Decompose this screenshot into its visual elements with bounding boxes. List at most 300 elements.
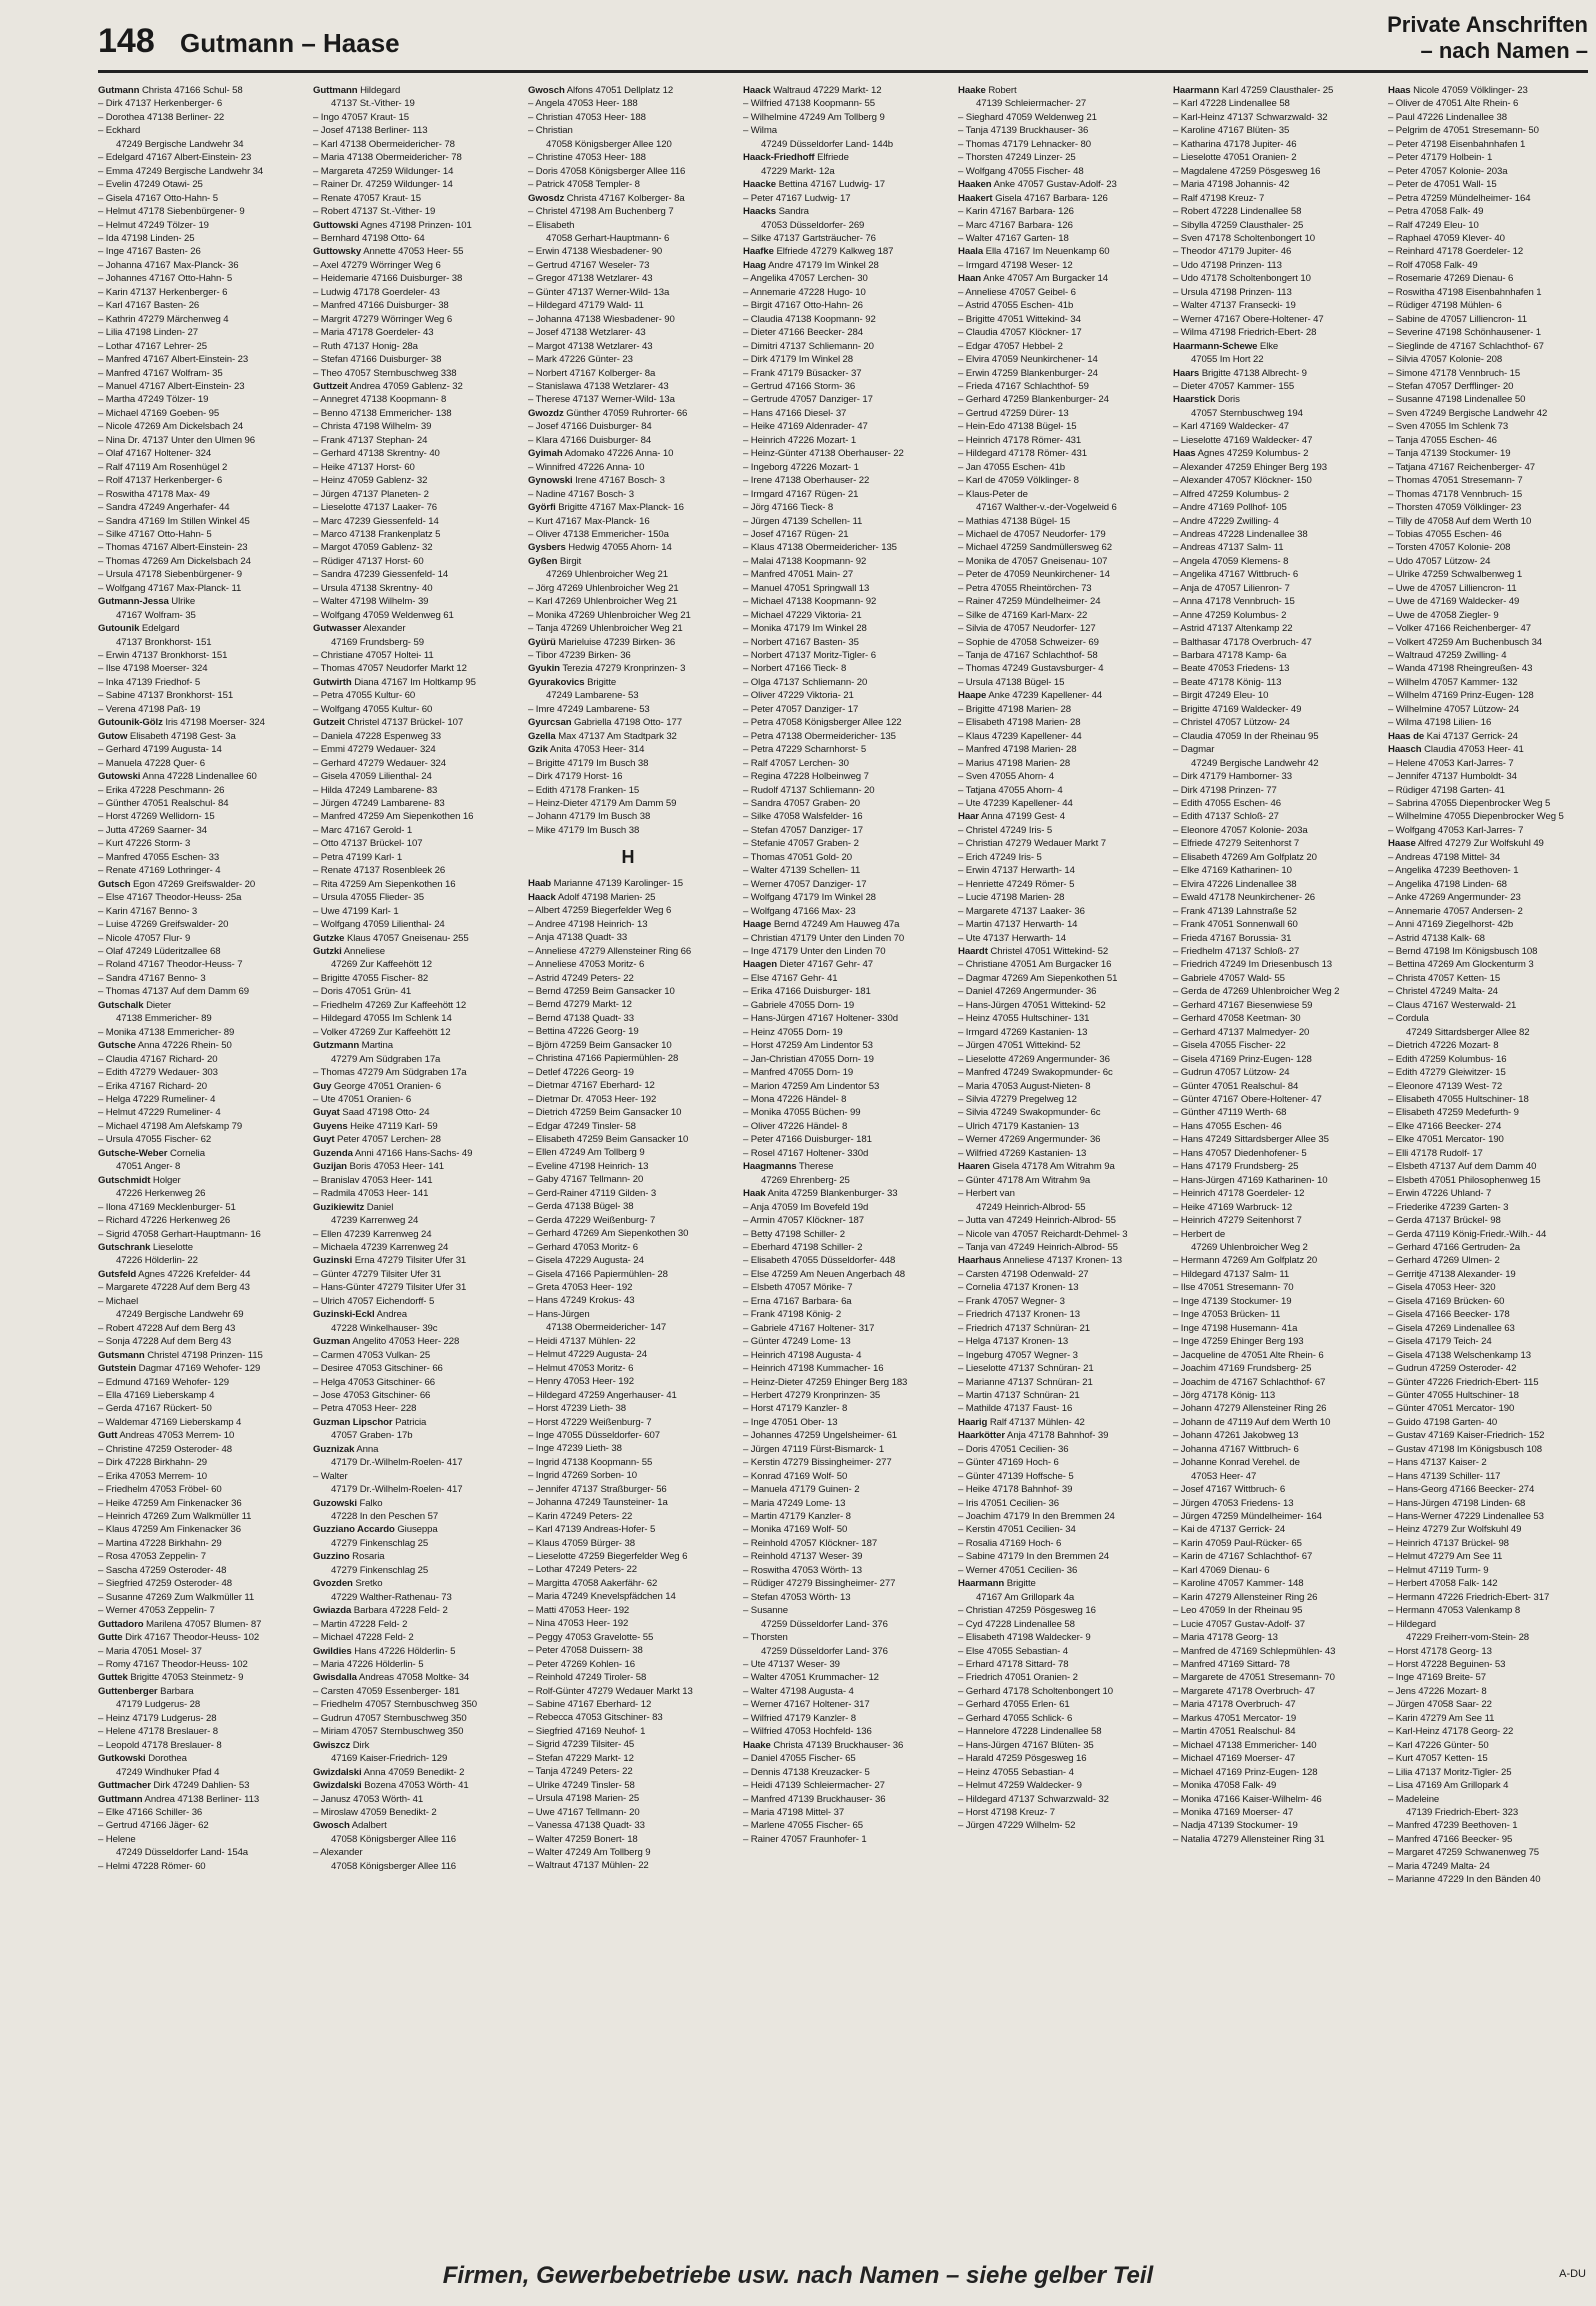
listing-entry: – Marlene 47055 Fischer- 65 <box>743 1820 863 1832</box>
listing-entry: Gwildies Hans 47226 Hölderlin- 5 <box>313 1645 456 1657</box>
listing-entry: – Bettina 47269 Am Glockenturm 3 <box>1388 959 1534 971</box>
listing-entry: – Monika 47166 Kaiser-Wilhelm- 46 <box>1173 1793 1322 1805</box>
listing-entry: – Cordula <box>1388 1013 1429 1025</box>
listing-entry: – Heinz 47279 Zur Wolfskuhl 49 <box>1388 1524 1522 1536</box>
listing-entry: – Rüdiger 47279 Bissingheimer- 277 <box>743 1578 896 1590</box>
listing-entry: – Wolfgang 47053 Karl-Jarres- 7 <box>1388 824 1524 836</box>
listing-entry: – Emmi 47279 Wedauer- 324 <box>313 744 436 756</box>
listing-entry: – Susanne 47269 Zum Walkmüller 11 <box>98 1591 255 1603</box>
listing-entry: – Gerhard 47167 Biesenwiese 59 <box>1173 999 1313 1011</box>
listing-entry: – Inge 47259 Ehinger Berg 193 <box>1173 1336 1304 1348</box>
listing-entry: – Joachim 47169 Frundsberg- 25 <box>1173 1363 1312 1375</box>
listing-entry: 47229 Markt- 12a <box>761 165 835 177</box>
listing-entry: 47226 Hölderlin- 22 <box>116 1255 198 1267</box>
listing-entry: – Rainer Dr. 47259 Wildunger- 14 <box>313 179 453 191</box>
listing-entry: – Wilhelmine 47055 Diepenbrocker Weg 5 <box>1388 811 1564 823</box>
listing-entry: Gutow Elisabeth 47198 Gest- 3a <box>98 730 236 742</box>
entry-surname: Haarhaus <box>958 1255 1001 1267</box>
listing-entry: – Horst 47239 Lieth- 38 <box>528 1403 626 1415</box>
listing-entry: – Rolf 47058 Falk- 49 <box>1388 259 1478 271</box>
listing-entry: – Jennifer 47137 Straßburger- 56 <box>528 1483 667 1495</box>
listing-entry: – Rudolf 47137 Schliemann- 20 <box>743 784 875 796</box>
listing-entry: – Winnifred 47226 Anna- 10 <box>528 461 645 473</box>
listing-entry: – Martin 47228 Feld- 2 <box>313 1618 408 1630</box>
listing-entry: – Ingrid 47138 Koopmann- 55 <box>528 1456 653 1468</box>
listing-entry: Gwozdz Günther 47059 Ruhrorter- 66 <box>528 407 688 419</box>
listing-entry: – Richard 47226 Herkenweg 26 <box>98 1215 231 1227</box>
listing-entry: – Maria 47178 Goerdeler- 43 <box>313 327 434 339</box>
listing-entry: – Gerritje 47138 Alexander- 19 <box>1388 1268 1516 1280</box>
listing-entry: – Helmut 47178 Siebenbürgener- 9 <box>98 206 245 218</box>
listing-entry: – Gerhard 47279 Wedauer- 324 <box>313 757 447 769</box>
listing-entry: Haarkötter Anja 47178 Bahnhof- 39 <box>958 1430 1109 1442</box>
listing-entry: – Christine 47259 Osteroder- 48 <box>98 1443 232 1455</box>
listing-entry: – Angela 47059 Klemens- 8 <box>1173 555 1289 567</box>
listing-entry: – Gisela 47053 Heer- 320 <box>1388 1282 1496 1294</box>
listing-entry: – Irmgard 47198 Weser- 12 <box>958 259 1073 271</box>
listing-entry: – Gertrud 47166 Jäger- 62 <box>98 1820 209 1832</box>
listing-entry: – Lisa 47169 Am Grillopark 4 <box>1388 1780 1509 1792</box>
listing-entry: – Johannes 47167 Otto-Hahn- 5 <box>98 273 233 285</box>
listing-entry: – Christa 47057 Ketten- 15 <box>1388 972 1501 984</box>
listing-entry: – Herbert 47279 Kronprinzen- 35 <box>743 1389 881 1401</box>
listing-entry: – Michael 47228 Feld- 2 <box>313 1632 414 1644</box>
listing-entry: Haarstick Doris <box>1173 394 1240 406</box>
listing-entry: – Kurt 47226 Storm- 3 <box>98 838 191 850</box>
entry-surname: Gwisdalla <box>313 1672 357 1684</box>
listing-entry: – Walter 47198 Wilhelm- 39 <box>313 596 429 608</box>
entry-surname: Gutschalk <box>98 999 144 1011</box>
listing-entry: – Imre 47249 Lambarene- 53 <box>528 703 650 715</box>
listing-entry: – Petra 47058 Falk- 49 <box>1388 206 1484 218</box>
listing-entry: – Gerhard 47138 Skrentny- 40 <box>313 448 440 460</box>
listing-entry: – Nadine 47167 Bosch- 3 <box>528 488 634 500</box>
listing-entry: – Günter 47051 Realschul- 84 <box>1173 1080 1299 1092</box>
listing-columns <box>98 84 1588 2196</box>
listing-entry: – Roland 47167 Theodor-Heuss- 7 <box>98 959 243 971</box>
listing-entry: – Beate 47053 Friedens- 13 <box>1173 663 1290 675</box>
listing-entry: – Heinrich 47137 Brückel- 98 <box>1388 1537 1509 1549</box>
listing-entry: – Erwin 47137 Bronkhorst- 151 <box>98 650 228 662</box>
listing-entry: – Sven 47249 Bergische Landwehr 42 <box>1388 407 1548 419</box>
listing-entry: – Edith 47259 Kolumbus- 16 <box>1388 1053 1507 1065</box>
listing-entry: Guznizak Anna <box>313 1443 379 1455</box>
listing-entry: – Janusz 47053 Wörth- 41 <box>313 1793 424 1805</box>
listing-entry: – Doris 47058 Königsberger Allee 116 <box>528 165 686 177</box>
listing-entry: – Mona 47226 Händel- 8 <box>743 1093 847 1105</box>
listing-entry: – Klaus 47059 Bürger- 38 <box>528 1537 635 1549</box>
listing-entry: – Bernd 47198 Im Königsbusch 108 <box>1388 946 1538 957</box>
listing-entry: – Brigitte 47169 Waldecker- 49 <box>1173 703 1302 715</box>
listing-entry: – Manfred de 47169 Schlepmühlen- 43 <box>1173 1645 1336 1657</box>
listing-entry: – Olaf 47167 Holtener- 324 <box>98 448 212 460</box>
listing-entry: – Dagmar <box>1173 744 1215 756</box>
listing-entry: – Anne 47259 Kolumbus- 2 <box>1173 609 1287 621</box>
listing-entry: – Karl-Heinz 47178 Georg- 22 <box>1388 1726 1514 1738</box>
listing-entry: – Thomas 47137 Auf dem Damm 69 <box>98 986 249 998</box>
listing-entry: – Petra 47053 Heer- 228 <box>313 1403 417 1415</box>
listing-entry: – Margot 47059 Gablenz- 32 <box>313 542 433 554</box>
listing-entry: Haacke Bettina 47167 Ludwig- 17 <box>743 179 885 191</box>
listing-entry: Gwizdalski Bozena 47053 Wörth- 41 <box>313 1780 469 1792</box>
listing-entry: – Anja 47138 Quadt- 33 <box>528 932 628 944</box>
listing-entry: – Ursula 47178 Siebenbürgener- 9 <box>98 569 243 581</box>
listing-entry: – Helmut 47053 Moritz- 6 <box>528 1362 634 1374</box>
listing-entry: – Sibylla 47259 Clausthaler- 25 <box>1173 219 1304 231</box>
entry-surname: Gwosdz <box>528 192 565 204</box>
listing-entry: – Norbert 47167 Kolberger- 8a <box>528 367 656 379</box>
entry-surname: Haage <box>743 919 772 931</box>
listing-entry: – Monika 47058 Falk- 49 <box>1173 1780 1277 1792</box>
listing-entry: – Beate 47178 König- 113 <box>1173 676 1282 688</box>
listing-entry: – Josef 47167 Wittbruch- 6 <box>1173 1484 1286 1496</box>
listing-entry: – Horst 47178 Georg- 13 <box>1388 1645 1492 1657</box>
entry-surname: Gzik <box>528 744 548 756</box>
listing-entry: Gutmann Christa 47166 Schul- 58 <box>98 85 243 96</box>
listing-entry: – Helmut 47119 Turm- 9 <box>1388 1564 1489 1576</box>
listing-entry: – Hans 47166 Diesel- 37 <box>743 407 847 419</box>
listing-entry: – Wolfgang 47167 Max-Planck- 11 <box>98 582 242 594</box>
entry-surname: Gwosch <box>313 1820 350 1832</box>
listing-entry: – Gisela 47055 Fischer- 22 <box>1173 1040 1286 1052</box>
listing-entry: – Karin 47279 Am See 11 <box>1388 1712 1495 1724</box>
entry-surname: Gyimah <box>528 448 563 460</box>
listing-entry: – Angelika 47167 Wittbruch- 6 <box>1173 569 1299 581</box>
entry-surname: Gutow <box>98 730 128 742</box>
listing-entry: – Cornelia 47137 Kronen- 13 <box>958 1282 1079 1294</box>
entry-surname: Györfi <box>528 502 556 514</box>
listing-entry: – Nadja 47139 Stockumer- 19 <box>1173 1820 1298 1832</box>
entry-surname: Haarig <box>958 1416 988 1428</box>
listing-entry: – Frank 47051 Sonnenwall 60 <box>1173 919 1298 931</box>
listing-entry: 47057 Graben- 17b <box>331 1430 413 1442</box>
listing-entry: 47228 In den Peschen 57 <box>331 1511 439 1523</box>
listing-entry: – Heidi 47139 Schleiermacher- 27 <box>743 1780 885 1792</box>
entry-surname: Haarmann <box>958 1578 1005 1590</box>
listing-entry: 47259 Düsseldorfer Land- 376 <box>761 1645 888 1657</box>
listing-entry: – Jürgen 47051 Wittekind- 52 <box>958 1040 1081 1052</box>
listing-entry: – Ewald 47178 Neunkirchener- 26 <box>1173 892 1315 904</box>
listing-entry: – Romy 47167 Theodor-Heuss- 102 <box>98 1659 248 1671</box>
listing-entry: – Brigitte 47198 Marien- 28 <box>958 703 1072 715</box>
listing-entry: – Maria 47138 Obermeidericher- 78 <box>313 152 462 164</box>
listing-entry: – Edith 47178 Franken- 15 <box>528 784 640 796</box>
listing-entry: – Helga 47137 Kronen- 13 <box>958 1336 1069 1348</box>
listing-entry: – Claudia 47059 In der Rheinau 95 <box>1173 730 1319 742</box>
listing-entry: – Maria 47226 Hölderlin- 5 <box>313 1659 424 1671</box>
listing-entry: – Severine 47198 Schönhausener- 1 <box>1388 327 1541 339</box>
listing-entry: – Norbert 47166 Tieck- 8 <box>743 663 847 675</box>
listing-entry: – Frieda 47167 Schlachthof- 59 <box>958 380 1089 392</box>
listing-entry: – Petra 47138 Obermeidericher- 135 <box>743 730 896 742</box>
listing-entry: – Petra 47055 Kultur- 60 <box>313 690 416 702</box>
listing-entry: – Andreas 47198 Mittel- 34 <box>1388 851 1501 863</box>
listing-entry: Haakert Gisela 47167 Barbara- 126 <box>958 192 1108 204</box>
listing-entry: – Angelika 47057 Lerchen- 30 <box>743 273 868 285</box>
listing-entry: – Mathias 47138 Bügel- 15 <box>958 515 1071 527</box>
listing-entry: – Brigitte 47179 Im Busch 38 <box>528 757 649 769</box>
listing-entry: – Hans 47057 Diedenhofener- 5 <box>1173 1147 1307 1159</box>
listing-entry: – Thorsten <box>743 1632 788 1644</box>
listing-entry: – Günter 47178 Am Witrahm 9a <box>958 1174 1091 1186</box>
listing-entry: Gutstein Dagmar 47169 Wehofer- 129 <box>98 1363 261 1375</box>
listing-entry: – Uwe de 47169 Waldecker- 49 <box>1388 596 1520 608</box>
listing-entry: – Susanne <box>743 1605 788 1617</box>
listing-entry: – Bettina 47226 Georg- 19 <box>528 1026 639 1038</box>
entry-surname: Gutounik <box>98 623 140 635</box>
listing-entry: 47249 Sittardsberger Allee 82 <box>1406 1026 1530 1038</box>
listing-entry: – Thomas 47279 Am Südgraben 17a <box>313 1067 467 1079</box>
listing-entry: – Tatjana 47167 Reichenberger- 47 <box>1388 461 1535 473</box>
listing-entry: – Elke 47166 Beecker- 274 <box>1388 1120 1502 1132</box>
listing-entry: – Dirk 47198 Prinzen- 77 <box>1173 784 1277 796</box>
listing-entry: Gutkowski Dorothea <box>98 1753 187 1765</box>
entry-surname: Gutmann-Jessa <box>98 596 169 608</box>
listing-entry: – Ilse 47198 Moerser- 324 <box>98 663 208 675</box>
listing-entry: – Günther 47051 Realschul- 84 <box>98 798 229 810</box>
listing-entry: 47249 Heinrich-Albrod- 55 <box>976 1201 1086 1213</box>
listing-entry: Guyens Heike 47119 Karl- 59 <box>313 1120 438 1132</box>
listing-entry: – Dirk 47137 Herkenberger- 6 <box>98 98 223 110</box>
listing-entry: – Hans 47055 Eschen- 46 <box>1173 1120 1282 1132</box>
listing-entry: Guzijan Boris 47053 Heer- 141 <box>313 1161 444 1173</box>
listing-entry: – Günther 47119 Werth- 68 <box>1173 1107 1287 1119</box>
entry-surname: Guy <box>313 1080 332 1092</box>
listing-entry: – Silke 47167 Otto-Hahn- 5 <box>98 528 212 540</box>
listing-entry: – Gisela 47059 Lilienthal- 24 <box>313 771 432 783</box>
entry-surname: Gyürü <box>528 636 556 648</box>
listing-entry: Gyßen Birgit <box>528 555 582 567</box>
listing-entry: – Theodor 47179 Jupiter- 46 <box>1173 246 1292 258</box>
listing-entry: – Peter de 47051 Wall- 15 <box>1388 179 1497 191</box>
listing-entry: – Ida 47198 Linden- 25 <box>98 232 195 244</box>
listing-entry: – Hans 47179 Frundsberg- 25 <box>1173 1161 1299 1173</box>
listing-entry: – Jürgen 47058 Saar- 22 <box>1388 1699 1492 1711</box>
listing-entry: – Elvira 47059 Neunkirchener- 14 <box>958 354 1098 366</box>
listing-entry: – Silke 47137 Gartsträucher- 76 <box>743 232 876 244</box>
listing-entry: – Gisela 47166 Beecker- 178 <box>1388 1309 1510 1321</box>
listing-entry: Guyt Peter 47057 Lerchen- 28 <box>313 1134 441 1146</box>
listing-entry: – Irmgard 47269 Kastanien- 13 <box>958 1026 1088 1038</box>
listing-entry: – Wilma 47198 Friedrich-Ebert- 28 <box>1173 327 1317 339</box>
listing-entry: – Thomas 47269 Am Dickelsbach 24 <box>98 555 251 567</box>
listing-entry: – Monika 47138 Emmericher- 89 <box>98 1026 235 1038</box>
listing-entry: 47051 Anger- 8 <box>116 1161 181 1173</box>
listing-entry: – Dirk 47179 Im Winkel 28 <box>743 354 854 366</box>
listing-entry: – Walter <box>313 1470 348 1482</box>
listing-entry: – Inge 47239 Lieth- 38 <box>528 1443 622 1455</box>
listing-entry: – Sandra 47239 Giessenfeld- 14 <box>313 569 449 581</box>
listing-entry: – Jörg 47178 König- 113 <box>1173 1389 1276 1401</box>
listing-entry: – Ralf 47249 Eleu- 10 <box>1388 219 1479 231</box>
listing-entry: – Dietmar 47167 Eberhard- 12 <box>528 1080 655 1092</box>
entry-surname: Gutowski <box>98 771 141 783</box>
listing-entry: – Ulrike 47259 Schwalbenweg 1 <box>1388 569 1523 581</box>
listing-entry: – Ursula 47198 Marien- 25 <box>528 1793 640 1805</box>
listing-entry: – Silvia 47249 Swakopmunder- 6c <box>958 1107 1101 1119</box>
listing-entry: 47249 Bergische Landwehr 69 <box>116 1309 244 1321</box>
listing-entry: – Hans-Günter 47279 Tilsiter Ufer 31 <box>313 1282 467 1294</box>
entry-surname: Gutounik-Gölz <box>98 717 163 729</box>
listing-entry: – Doris 47051 Cecilien- 36 <box>958 1443 1069 1455</box>
listing-entry: – Torsten 47057 Kolonie- 208 <box>1388 542 1511 554</box>
listing-entry: 47167 Wolfram- 35 <box>116 609 196 621</box>
listing-entry: – Eberhard 47198 Schiller- 2 <box>743 1241 863 1253</box>
listing-entry: – Else 47259 Am Neuen Angerbach 48 <box>743 1268 905 1280</box>
listing-entry: – Alexander 47259 Ehinger Berg 193 <box>1173 461 1327 473</box>
listing-entry: – Monika 47179 Im Winkel 28 <box>743 623 867 635</box>
entry-surname: Guttzeit <box>313 380 348 392</box>
listing-entry: Haase Alfred 47279 Zur Wolfskuhl 49 <box>1388 838 1544 850</box>
listing-entry: – Erich 47249 Iris- 5 <box>958 851 1042 863</box>
listing-entry: – Peter 47058 Duissern- 38 <box>528 1645 643 1657</box>
listing-entry: – Jennifer 47137 Humboldt- 34 <box>1388 771 1517 783</box>
entry-surname: Haape <box>958 690 987 702</box>
listing-entry: Gutowski Anna 47228 Lindenallee 60 <box>98 771 257 783</box>
listing-entry: – Nina 47053 Heer- 192 <box>528 1618 629 1630</box>
listing-entry: – Mathilde 47137 Faust- 16 <box>958 1403 1073 1415</box>
listing-entry: – Werner 47167 Obere-Holtener- 47 <box>1173 313 1324 325</box>
listing-entry: – Johanna 47167 Max-Planck- 36 <box>98 259 239 271</box>
entry-surname: Haacks <box>743 206 777 218</box>
listing-entry: – Bernd 47279 Markt- 12 <box>528 999 632 1011</box>
listing-entry: – Margrit 47279 Wörringer Weg 6 <box>313 313 453 325</box>
listing-entry: – Else 47055 Sebastian- 4 <box>958 1645 1069 1657</box>
listing-entry: – Ursula 47138 Bügel- 15 <box>958 676 1065 688</box>
listing-entry: Gutzmann Martina <box>313 1040 393 1052</box>
listing-entry: – Inge 47139 Stockumer- 19 <box>1173 1295 1292 1307</box>
listing-entry: – Sven 47178 Scholtenbongert 10 <box>1173 232 1315 244</box>
listing-entry: – Christiane 47057 Holtei- 11 <box>313 650 434 662</box>
listing-entry: – Lieselotte 47269 Angermunder- 36 <box>958 1053 1110 1065</box>
listing-entry: – Gisela 47138 Welschenkamp 13 <box>1388 1349 1531 1361</box>
listing-entry: – Olaf 47249 Lüderitzallee 68 <box>98 946 221 957</box>
listing-entry: – Wilma <box>743 125 777 137</box>
listing-entry: – Jürgen 47053 Friedens- 13 <box>1173 1497 1294 1509</box>
listing-entry: – Annemarie 47228 Hugo- 10 <box>743 286 866 298</box>
listing-entry: Guttadoro Marilena 47057 Blumen- 87 <box>98 1618 262 1630</box>
listing-entry: – Martina 47228 Birkhahn- 29 <box>98 1537 222 1549</box>
listing-entry: Haarhaus Anneliese 47137 Kronen- 13 <box>958 1255 1122 1267</box>
listing-entry: – Herbert 47058 Falk- 142 <box>1388 1578 1498 1590</box>
listing-entry: – Manfred 47055 Dorn- 19 <box>743 1067 854 1079</box>
entry-surname: Gutschmidt <box>98 1174 151 1186</box>
listing-entry: – Josef 47138 Berliner- 113 <box>313 125 428 137</box>
listing-entry: – Dirk 47179 Horst- 16 <box>528 771 623 783</box>
listing-entry: – Else 47167 Gehr- 41 <box>743 972 838 984</box>
listing-entry: Gutt Andreas 47053 Merrem- 10 <box>98 1430 235 1442</box>
listing-entry: – Gerda de 47269 Uhlenbroicher Weg 2 <box>1173 986 1340 998</box>
listing-entry: – Maria 47051 Mosel- 37 <box>98 1645 202 1657</box>
listing-entry: – Gerhard 47199 Augusta- 14 <box>98 744 222 756</box>
listing-entry: 47057 Sternbuschweg 194 <box>1191 407 1303 419</box>
listing-entry: Haak Anita 47259 Blankenburger- 33 <box>743 1188 898 1200</box>
listing-entry: – Wilfried 47138 Koopmann- 55 <box>743 98 876 110</box>
listing-entry: – Hildegard <box>1388 1618 1436 1630</box>
listing-entry: Haas Agnes 47259 Kolumbus- 2 <box>1173 448 1309 460</box>
entry-surname: Haan <box>958 273 982 285</box>
entry-surname: Gutkowski <box>98 1753 146 1765</box>
entry-surname: Guyat <box>313 1107 340 1119</box>
listing-entry: – Jürgen 47119 Fürst-Bismarck- 1 <box>743 1443 885 1455</box>
entry-surname: Gutmann <box>98 85 140 96</box>
entry-surname: Gutte <box>98 1632 123 1644</box>
listing-entry: – Michael 47259 Sandmüllersweg 62 <box>958 542 1113 554</box>
listing-entry: – Desiree 47053 Gitschiner- 66 <box>313 1363 443 1375</box>
listing-column <box>1388 84 1588 2196</box>
listing-entry: – Malai 47138 Koopmann- 92 <box>743 555 867 567</box>
listing-entry: – Helga 47053 Gitschiner- 66 <box>313 1376 435 1388</box>
listing-entry: – Margareta 47259 Wildunger- 14 <box>313 165 454 177</box>
listing-entry: – Norbert 47137 Moritz-Tigler- 6 <box>743 650 876 662</box>
listing-entry: 47229 Freiherr-vom-Stein- 28 <box>1406 1632 1530 1644</box>
listing-entry: – Wolfgang 47166 Max- 23 <box>743 905 856 917</box>
listing-entry: – Klaus 47239 Kapellener- 44 <box>958 730 1082 742</box>
listing-entry: – Tibor 47239 Birken- 36 <box>528 650 631 662</box>
listing-entry: – Sonja 47228 Auf dem Berg 43 <box>98 1336 232 1348</box>
listing-entry: – Reinhold 47137 Weser- 39 <box>743 1551 863 1563</box>
listing-column <box>313 84 513 2196</box>
listing-entry: – Hans-Jürgen 47167 Holtener- 330d <box>743 1013 899 1025</box>
listing-entry: – Otto 47137 Brückel- 107 <box>313 838 423 850</box>
listing-entry: – Rüdiger 47137 Horst- 60 <box>313 555 424 567</box>
listing-entry: – Daniela 47228 Espenweg 33 <box>313 730 441 742</box>
entry-surname: Haaren <box>958 1161 990 1173</box>
listing-entry: – Manfred 47249 Swakopmunder- 6c <box>958 1067 1113 1079</box>
listing-entry: Gwiazda Barbara 47228 Feld- 2 <box>313 1605 448 1617</box>
listing-entry: – Hans-Jürgen <box>528 1308 590 1320</box>
listing-entry: – Mark 47226 Günter- 23 <box>528 354 633 366</box>
entry-surname: Guzinski-Eckl <box>313 1309 375 1321</box>
listing-entry: – Herbert de <box>1173 1228 1226 1240</box>
listing-entry: – Tanja 47055 Eschen- 46 <box>1388 434 1497 446</box>
listing-entry: – Friedrich 47051 Oranien- 2 <box>958 1672 1078 1684</box>
listing-entry: – Helene 47178 Breslauer- 8 <box>98 1726 218 1738</box>
entry-surname: Guttek <box>98 1672 128 1684</box>
listing-entry: – Nina Dr. 47137 Unter den Ulmen 96 <box>98 434 256 446</box>
listing-entry: Gwisdalla Andreas 47058 Moltke- 34 <box>313 1672 470 1684</box>
listing-entry: – Gudrun 47057 Sternbuschweg 350 <box>313 1712 467 1724</box>
listing-entry: – Karoline 47167 Blüten- 35 <box>1173 125 1290 137</box>
listing-entry: – Horst 47228 Beguinen- 53 <box>1388 1659 1506 1671</box>
listing-entry: – Herbert van <box>958 1188 1015 1200</box>
listing-entry: Guttek Brigitte 47053 Steinmetz- 9 <box>98 1672 244 1684</box>
listing-entry: – Friedrich 47137 Schnüran- 21 <box>958 1322 1090 1334</box>
listing-entry: Guyat Saad 47198 Otto- 24 <box>313 1107 430 1119</box>
listing-entry: – Hildegard 47137 Schwarzwald- 32 <box>958 1793 1109 1805</box>
listing-entry: – Ralf 47057 Lerchen- 30 <box>743 757 849 769</box>
listing-entry: – Christian <box>528 125 573 137</box>
listing-entry: – Margaret 47259 Schwanenweg 75 <box>1388 1847 1540 1859</box>
entry-surname: Gyurcsan <box>528 717 572 729</box>
listing-column <box>958 84 1158 2196</box>
listing-entry: – Axel 47279 Wörringer Weg 6 <box>313 259 441 271</box>
listing-entry: Guy George 47051 Oranien- 6 <box>313 1080 441 1092</box>
listing-entry: – Edgar 47057 Hebbel- 2 <box>958 340 1063 352</box>
listing-entry: – Christel 47249 Iris- 5 <box>958 824 1053 836</box>
listing-entry: – Elisabeth 47269 Am Golfplatz 20 <box>1173 851 1317 863</box>
listing-entry: – Carsten 47198 Odenwald- 27 <box>958 1268 1089 1280</box>
listing-entry: – Frank 47198 König- 2 <box>743 1309 842 1321</box>
listing-entry: – Kai de 47137 Gerrick- 24 <box>1173 1524 1286 1536</box>
listing-entry: Guzinski Erna 47279 Tilsiter Ufer 31 <box>313 1255 467 1267</box>
listing-entry: – Karin 47137 Herkenberger- 6 <box>98 286 228 298</box>
listing-entry: 47228 Winkelhauser- 39c <box>331 1322 438 1334</box>
listing-entry: – Sabrina 47055 Diepenbrocker Weg 5 <box>1388 798 1551 810</box>
listing-entry: – Manuel 47167 Albert-Einstein- 23 <box>98 380 245 392</box>
listing-entry: – Jacqueline de 47051 Alte Rhein- 6 <box>1173 1349 1324 1361</box>
listing-entry: – Manfred 47239 Beethoven- 1 <box>1388 1820 1518 1832</box>
